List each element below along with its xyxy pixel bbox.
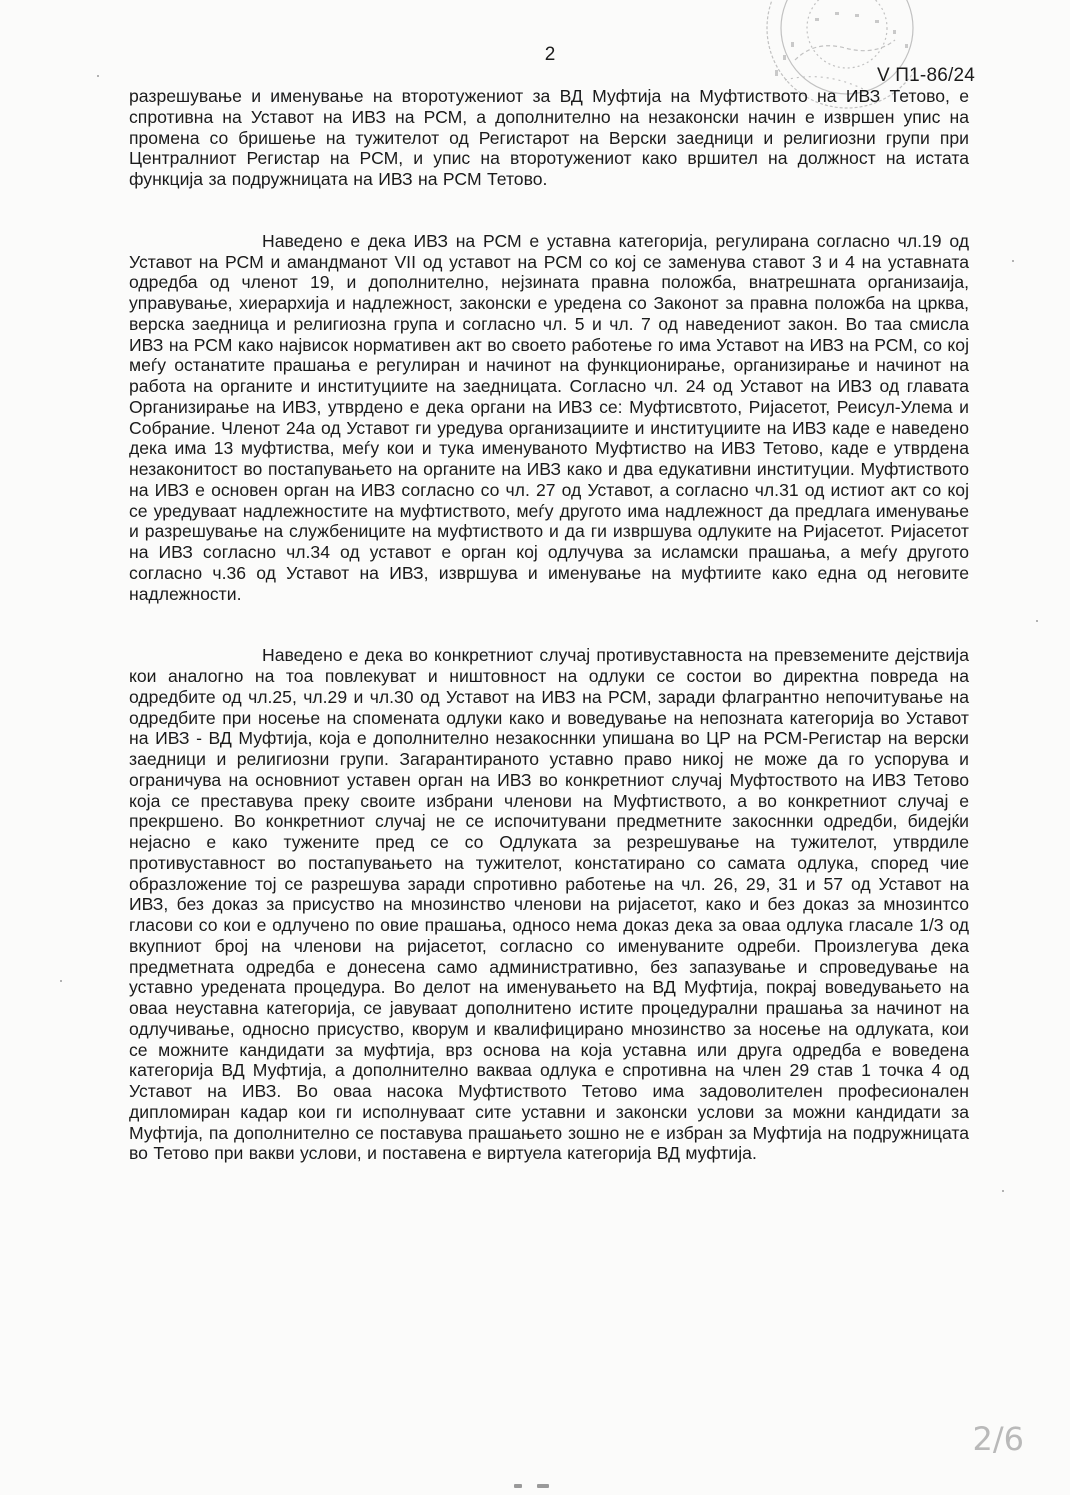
case-number: V П1-86/24 [876, 65, 975, 86]
scan-speck [1036, 620, 1038, 622]
document-body [129, 86, 969, 1164]
paragraph-2: Наведено е дека ИВЗ на РСМ е уставна категорија, регулирана согласно чл.19 од Уставот на РСМ и амандманот VII од уставот на РСМ со кој се заменува ставот 3 и 4 на уставната одредба од членот 19, и дополнително, нејзината правна положба, внатрешната организаија, управување, хиерархија и надлежност, законски е уредена со Законот за правна положба на црква, верска заедница и религиозна група и согласно чл. 5 и чл. 7 од наведениот закон. Во таа смисла ИВЗ на РСМ како највисок нормативен акт во своето работење го има Уставот на ИВЗ на РСМ, со кој меѓу останатите прашања е регулиран и начинот на функционирање, организирање и начинот на работа на органите и институциите на заедницата. Согласно чл. 24 од Уставот на ИВЗ од главата Организирање на ИВЗ, утврдено е дека органи на ИВЗ се: Муфтисвтото, Ријасетот, Реисул-Улема и Собрание. Членот 24а од Уставот ги уредува организациите и институциите на ИВЗ каде е наведено дека има 13 муфтиства, меѓу кои и тука именуваното Муфтиство на ИВЗ Тетово, каде е утврдена незаконитост во постапувањето на органите на ИВЗ како и два едукативни институции. Муфтиството на ИВЗ е основен орган на ИВЗ согласно со чл. 27 од Уставот, а согласно чл.31 од истиот акт со кој се уредуваат надлежностите на муфтиството, меѓу другото има надлежност да предлага именување и разрешување на службениците на муфтиството и да ги извршува одлуките на Ријасетот. Ријасетот на ИВЗ согласно чл.34 од уставот е орган кој одлучува за исламски прашања, а меѓу другото согласно ч.36 од Уставот на ИВЗ, извршува и именување на муфтиите како една од неговите надлежности. [129, 230, 969, 604]
page-counter: 2/6 [972, 1420, 1024, 1458]
scan-speck [537, 1484, 549, 1488]
paragraph-3: Наведено е дека во конкретниот случај противуставноста на превземените дејствија кои аналогно на тоа повлекуват и ништовност на одлуки се состои во директна повреда на одредбите од чл.25, чл.29 и чл.30 од Уставот на ИВЗ на РСМ, заради флагрантно непочитување на одредбите при носење на спомената одлуки како и воведување на непозната категорија во Уставот на ИВЗ - ВД Муфтија, која е дополнително незакосннки упишана во ЦР на РСМ-Регистар на верски заедници и религиозни групи. Загарантираното уставно право никој не може да го успорува и ограничува на основниот уставен орган на ИВЗ во конкретниот случај Муфтоството на ИВЗ Тетово која се преставува преку своите избрани членови на Муфтиството, а во конкретниот случај е прекршено. Во конкретниот случај не се испочитувани предметните закосннки одредби, бидејќи нејасно е како тужените пред се со Одлуката за резрешување на тужителот, утврдиле противуставност во постапувањето на тужителот, констатирано со самата одлука, според чие образложение тој се разрешува заради спротивно работење на чл. 26, 29, 31 и 57 од Уставот на ИВЗ, без доказ за присуство на мнозинство членови на ријасетот, како и без доказ за мнозинтсо гласови со кои е одлучено по овие прашања, односо нема доказ дека за оваа одлука гласале 1/3 од вкупниот број на членови на ријасетот, согласно со именуваните одреби. Произлегува дека предметната одредба е донесена само административно, без запазување и спроведување на уставно уредената процедура. Во делот на именувањето на ВД Муфтија, покрај воведувањето на оваа неуставна категорија, се јавуваат дополнитено истите процедурални прашања за начинот на одлучивање, односно присуство, кворум и квалифицирано мнозинство за носење на одлуката, кои се можните кандидати за муфтија, врз основа на која уставна или друга одредба е воведена категорија ВД Муфтија, а дополнително вакваа одлука е спротивна на член 29 став 1 точка 4 од Уставот на ИВЗ. Во оваа насока Муфтиството Тетово има задоволителен професионален дипломиран кадар кои ги исполнуваат сите уставни и законски услови за можни кандидати за Муфтија, па дополнително се поставува прашањето зошно не е избран за Муфтија на подружницата во Тетово при вакви услови, и поставена е виртуела категорија ВД муфтија. [129, 645, 969, 1164]
scan-speck [60, 980, 62, 982]
scan-speck [97, 75, 99, 77]
paragraph-1: разрешување и именување на второтужениот за ВД Муфтија на Муфтиството на ИВЗ Тетово, е спротивна на Уставот на ИВЗ на РСМ, а дополнително на незаконски начин е извршен упис на промена со бришење на тужителот од Регистарот на Верски заедници и религиозни групи при Централниот Регистар на РСМ, и упис на второтужениот како вршител на должност на истата функција за подружницата на ИВЗ на РСМ Тетово. [129, 86, 969, 189]
scan-speck [514, 1484, 522, 1488]
scan-speck [1012, 260, 1014, 262]
page-number: 2 [544, 44, 556, 65]
scan-speck [1002, 1190, 1004, 1192]
